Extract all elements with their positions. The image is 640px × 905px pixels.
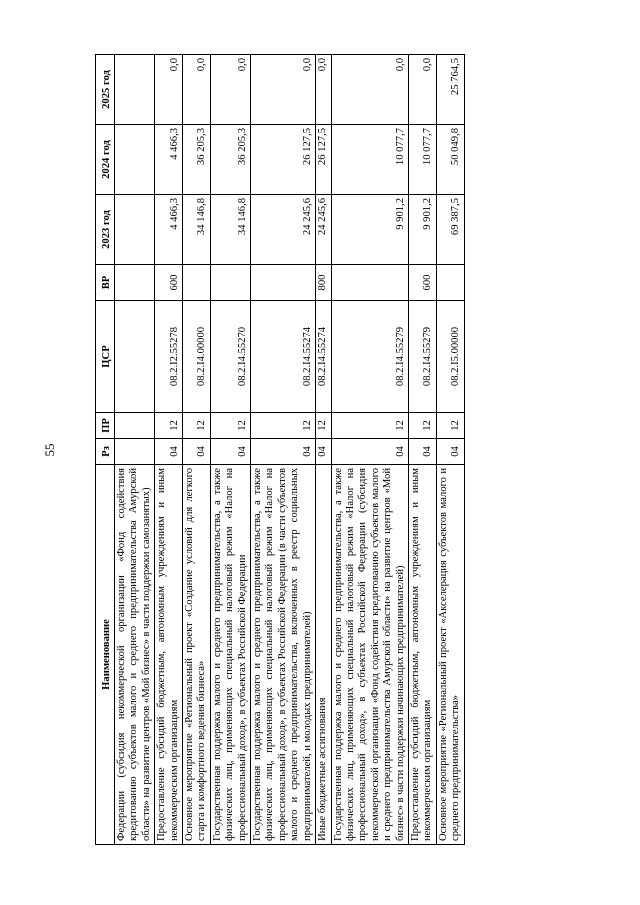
- row-csr: 08.2.I4.55270: [210, 301, 250, 413]
- row-2025: 0,0: [210, 55, 250, 125]
- row-name: Основное мероприятие «Региональный проект «Создание условий для легкого старта и комфортного ведения бизнеса»: [183, 465, 211, 845]
- row-rz: 04: [331, 439, 408, 465]
- row-vr: [436, 265, 464, 301]
- row-pr: 12: [251, 413, 316, 439]
- row-2024: 36 205,3: [210, 125, 250, 195]
- table-row: [183, 55, 211, 845]
- header-2023: 2023 год: [96, 195, 115, 265]
- header-pr: ПР: [96, 413, 115, 439]
- row-pr: 12: [331, 413, 408, 439]
- row-name: Предоставление субсидий бюджетным, автономным учреждениям и иным некоммерческим организациям: [155, 465, 183, 845]
- row-2024: 4 466,3: [155, 125, 183, 195]
- row-2025: 0,0: [155, 55, 183, 125]
- row-2025: 0,0: [331, 55, 408, 125]
- row-rz: 04: [408, 439, 436, 465]
- row-vr: [331, 265, 408, 301]
- header-2025: 2025 год: [96, 55, 115, 125]
- header-csr: ЦСР: [96, 301, 115, 413]
- row-rz: [115, 439, 155, 465]
- row-2024: [115, 125, 155, 195]
- row-rz: 04: [155, 439, 183, 465]
- row-pr: 12: [316, 413, 331, 439]
- row-name: Государственная поддержка малого и среднего предпринимательства, а также физических лиц, применяющих специальный налоговый режим «Налог на профессиональный доход», в субъектах Российской Федерации: [210, 465, 250, 845]
- row-csr: 08.2.I5.00000: [436, 301, 464, 413]
- row-2024: 50 049,8: [436, 125, 464, 195]
- row-csr: [115, 301, 155, 413]
- table-row: [408, 55, 436, 845]
- row-name: Предоставление субсидий бюджетным, автономным учреждениям и иным некоммерческим организациям: [408, 465, 436, 845]
- table-row: [115, 55, 155, 845]
- row-2025: 0,0: [316, 55, 331, 125]
- row-vr: 800: [316, 265, 331, 301]
- row-rz: 04: [436, 439, 464, 465]
- row-csr: 08.2.I4.55274: [251, 301, 316, 413]
- budget-table: [95, 54, 465, 845]
- table-row: [331, 55, 408, 845]
- budget-table-container: [95, 55, 600, 845]
- row-name: Государственная поддержка малого и среднего предпринимательства, а также физических лиц, применяющих специальный налоговый режим «Налог на профессиональный доход», в субъектах Российской Федерации (в части субъектов малого и среднего предпринимательства, включенных в реестр социальных предпринимателей, и молодых предпринимателей): [251, 465, 316, 845]
- row-2025: 0,0: [251, 55, 316, 125]
- row-rz: 04: [183, 439, 211, 465]
- row-vr: [251, 265, 316, 301]
- page-number: 55: [42, 443, 57, 457]
- row-name: Основное мероприятие «Региональный проект «Акселерация субъектов малого и среднего предпринимательства»: [436, 465, 464, 845]
- row-vr: [183, 265, 211, 301]
- row-2023: 4 466,3: [155, 195, 183, 265]
- row-2023: 24 245,6: [316, 195, 331, 265]
- row-2024: 10 077,7: [408, 125, 436, 195]
- row-rz: 04: [316, 439, 331, 465]
- row-vr: [210, 265, 250, 301]
- row-2024: 26 127,5: [251, 125, 316, 195]
- table-row: [436, 55, 464, 845]
- row-2023: 9 901,2: [331, 195, 408, 265]
- table-row: [210, 55, 250, 845]
- row-2023: 9 901,2: [408, 195, 436, 265]
- row-2024: 36 205,3: [183, 125, 211, 195]
- row-vr: 600: [155, 265, 183, 301]
- row-2023: 34 146,8: [183, 195, 211, 265]
- row-vr: 600: [408, 265, 436, 301]
- row-csr: 08.2.I4.55279: [331, 301, 408, 413]
- row-pr: 12: [155, 413, 183, 439]
- row-pr: 12: [408, 413, 436, 439]
- row-name: Федерации (субсидия некоммерческой организации «Фонд содействия кредитованию субъектов малого и среднего предпринимательства Амурской области» на развитие центров «Мой бизнес» в части поддержки самозанятых): [115, 465, 155, 845]
- row-2025: 25 764,5: [436, 55, 464, 125]
- table-row: [251, 55, 316, 845]
- row-csr: 08.2.I4.55279: [408, 301, 436, 413]
- header-name: Наименование: [96, 465, 115, 845]
- row-csr: 08.2.I4.00000: [183, 301, 211, 413]
- row-name: Иные бюджетные ассигнования: [316, 465, 331, 845]
- row-2023: [115, 195, 155, 265]
- row-2025: 0,0: [183, 55, 211, 125]
- row-2024: 26 127,5: [316, 125, 331, 195]
- row-2023: 69 387,5: [436, 195, 464, 265]
- table-row: [316, 55, 331, 845]
- row-pr: [115, 413, 155, 439]
- row-csr: 08.2.I4.55274: [316, 301, 331, 413]
- row-2024: 10 077,7: [331, 125, 408, 195]
- row-2025: 0,0: [408, 55, 436, 125]
- header-vr: ВР: [96, 265, 115, 301]
- table-header-row: [96, 55, 115, 845]
- header-rz: Рз: [96, 439, 115, 465]
- row-vr: [115, 265, 155, 301]
- row-rz: 04: [210, 439, 250, 465]
- row-2023: 34 146,8: [210, 195, 250, 265]
- row-pr: 12: [436, 413, 464, 439]
- row-pr: 12: [210, 413, 250, 439]
- row-2025: [115, 55, 155, 125]
- row-name: Государственная поддержка малого и среднего предпринимательства, а также физических лиц, применяющих специальный налоговый режим «Налог на профессиональный доход», в субъектах Российской Федерации (субсидия некоммерческой организации «Фонд содействия кредитованию субъектов малого и среднего предпринимательства Амурской области» на развитие центров «Мой бизнес» в части поддержки начинающих предпринимателей): [331, 465, 408, 845]
- row-rz: 04: [251, 439, 316, 465]
- table-row: [155, 55, 183, 845]
- row-2023: 24 245,6: [251, 195, 316, 265]
- row-pr: 12: [183, 413, 211, 439]
- row-csr: 08.2.I2.55278: [155, 301, 183, 413]
- header-2024: 2024 год: [96, 125, 115, 195]
